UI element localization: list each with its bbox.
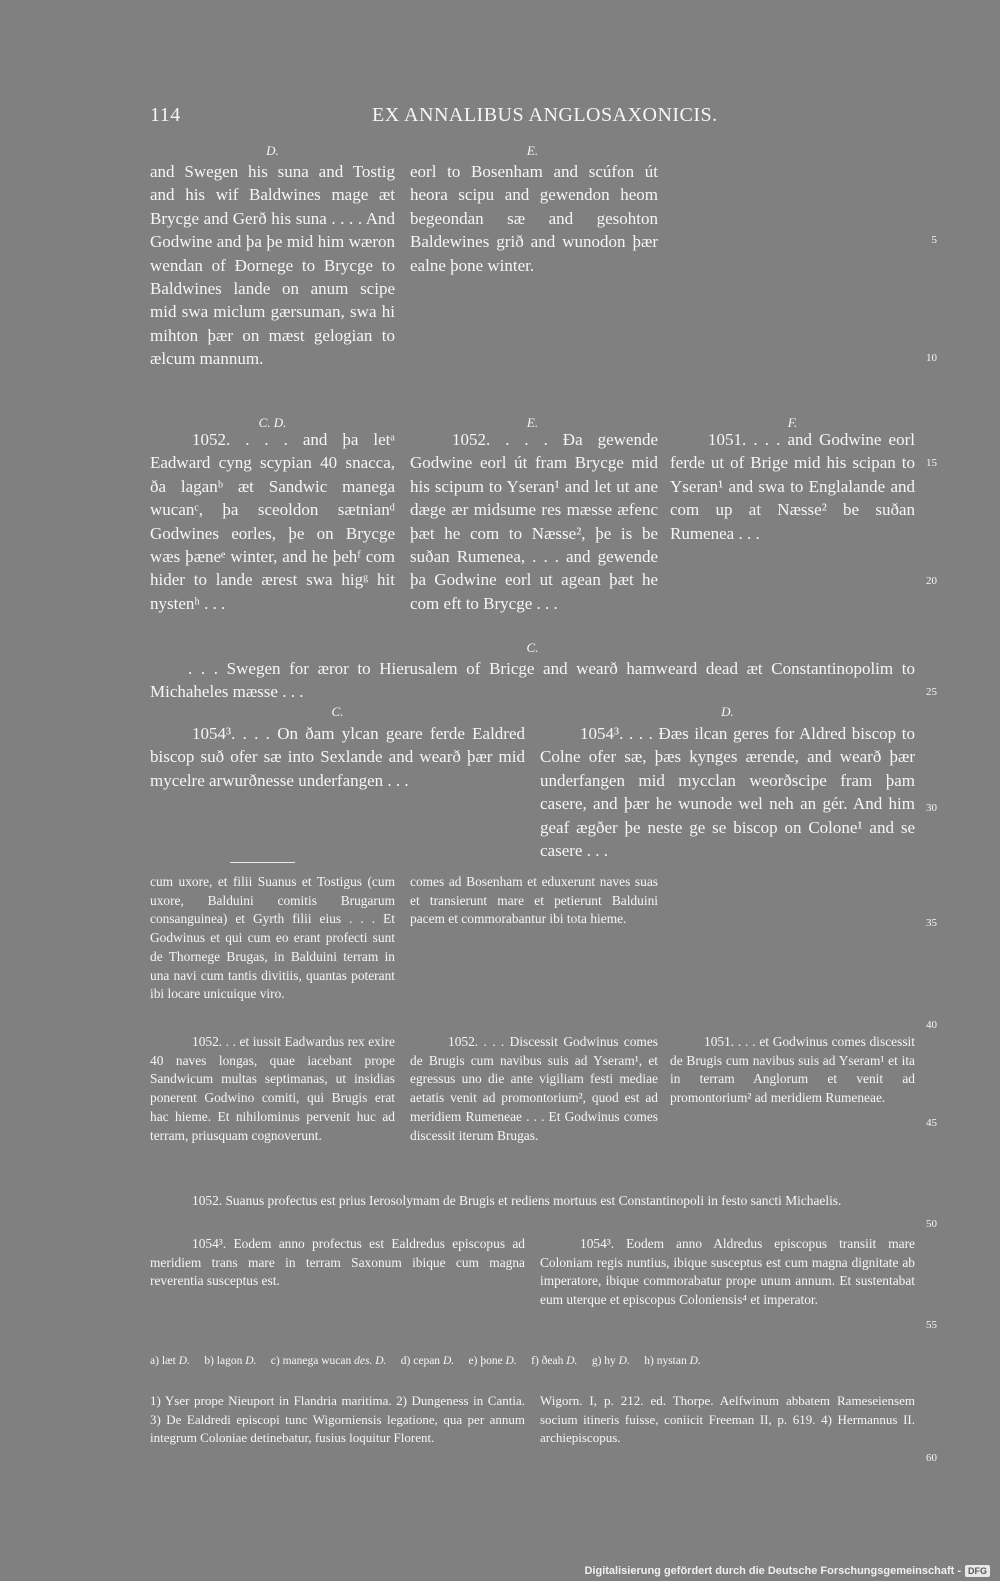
siglum-f: F. xyxy=(787,415,798,430)
page-number: 114 xyxy=(150,104,181,126)
latin-block-left: cum uxore, et filii Suanus et Tostigus (cum uxore, Balduini comitis Brugarum consanguinea) et Gyrth filii eius . . . Et Godwinus et qui cum eo erant profecti sunt de Thornege Brugas, in Balduini terram in una navi cum tantis divitiis, quantas poterant ibi locare unicuique viro. xyxy=(150,874,395,1002)
variant-note: b) lagon D. xyxy=(204,1355,257,1367)
latin-block-1051-right: 1051. . . . et Godwinus comes discessit de Brugis cum navibus suis ad Yseram¹ et ita in terram Anglorum et venit ad promontorium² ad meridiem Rumeneae. xyxy=(670,1034,915,1106)
credit-text: Digitalisierung gefördert durch die Deutsche Forschungsgemeinschaft - xyxy=(584,1565,961,1577)
footnotes-left: 1) Yser prope Nieuport in Flandria maritima. 2) Dungeness in Cantia. 3) De Ealdredi episcopi tunc Wigorniensis legatione, qua per annum integrum Coloniae detinebatur, fusius loquitur Florent. xyxy=(150,1393,525,1446)
text-block-d-1054: 1054³. . . . Ðæs ilcan geres for Aldred biscop to Colne ofer sæ, þæs kynges ærende, and wearð þær underfangen mid mycclan weorðscipe fram þam casere, and þær he wunode wel neh an gér. And him geaf ægðer þe neste ge se biscop on Colone¹ and se casere . . . xyxy=(540,724,915,861)
text-block-e: eorl to Bosenham and scúfon út heora scipu and gewendon heom begeondan sæ and gesohton Baldewines grið and wunodon þær ealne þone winter. xyxy=(410,162,658,275)
text-block-d: and Swegen his suna and Tostig and his wif Baldwines mage æt Brycge and Gerð his suna . . . . And Godwine and þa þe mid him wæron wendan of Ðornege to Brycge to Baldwines lande on anum scipe mid swa miclum gærsuman, swa hi mihton þær on mæst gelogian to ælcum mannum. xyxy=(150,162,395,369)
siglum-d: D. xyxy=(266,143,279,158)
text-block-c-swegen: . . . Swegen for æror to Hierusalem of Bricge and wearð hamweard dead æt Constantinopolim to Michaheles mæsse . . . xyxy=(150,659,915,702)
siglum-cd: C. D. xyxy=(258,415,287,430)
latin-block-1052-mid: 1052. . . . Discessit Godwinus comes de Brugis cum navibus suis ad Yseram¹, et egressus uno die ante vigiliam festi mediae aetatis venit ad promontorium², quod est ad meridiem Rumeneae . . . Et Godwinus comes discessit iterum Brugas. xyxy=(410,1034,658,1143)
siglum-c: C. xyxy=(526,640,539,655)
variant-note: h) nystan D. xyxy=(644,1355,701,1367)
dfg-logo: DFG xyxy=(965,1565,990,1577)
line-number: 20 xyxy=(926,575,937,587)
line-number: 55 xyxy=(926,1319,937,1331)
line-number: 5 xyxy=(931,234,937,246)
variant-note: d) cepan D. xyxy=(400,1355,455,1367)
siglum-c: C. xyxy=(331,704,344,719)
variant-note: g) hy D. xyxy=(591,1355,630,1367)
separator-rule xyxy=(230,862,295,863)
line-number: 15 xyxy=(926,457,937,469)
variant-note: e) þone D. xyxy=(468,1355,517,1367)
footnotes-right: Wigorn. I, p. 212. ed. Thorpe. Aelfwinum abbatem Rameseiensem socium itineris fuisse, coniicit Freeman II, p. 619. 4) Hermannus II. archiepiscopus. xyxy=(540,1393,915,1446)
running-title: EX ANNALIBUS ANGLOSAXONICIS. xyxy=(372,104,718,126)
line-number: 45 xyxy=(926,1117,937,1129)
text-block-cd-1052: 1052. . . . and þa letᵃ Eadward cyng scypian 40 snacca, ða laganᵇ æt Sandwic manega wucanᶜ, þa sceoldon sætnianᵈ Godwines eorles, þe on Brycge wæs þæneᵉ winter, and he þehᶠ com hider to lande ærest swa higᵍ hit nystenʰ . . . xyxy=(150,430,395,613)
siglum-d: D. xyxy=(721,704,734,719)
line-number: 50 xyxy=(926,1218,937,1230)
digitization-credit xyxy=(584,1565,990,1577)
variant-note: c) manega wucan des. D. xyxy=(270,1355,387,1367)
latin-block-1054-right: 1054³. Eodem anno Aldredus episcopus transiit mare Coloniam regis nuntius, ibique susceptus est cum magna dignitate ab imperatore, ibique commorabatur prope unum annum. Et sustentabat eum uterque et episcopus Coloniensis⁴ et imperator. xyxy=(540,1236,915,1308)
variant-apparatus xyxy=(150,1355,701,1367)
latin-block-1052-left: 1052. . . et iussit Eadwardus rex exire 40 naves longas, quae iacebant prope Sandwicum multas septimanas, ut insidias ponerent Godwino comiti, qui Brugis erat hac hieme. Et nihilominus pervenit huc ad terram, priusquam cognoverunt. xyxy=(150,1034,395,1143)
variant-note: a) læt D. xyxy=(150,1355,190,1367)
latin-block-1054-left: 1054³. Eodem anno profectus est Ealdredus episcopus ad meridiem trans mare in terram Saxonum ibique cum magna reverentia susceptus est. xyxy=(150,1236,525,1289)
latin-block-suanus: 1052. Suanus profectus est prius Ierosolymam de Brugis et rediens mortuus est Constantinopoli in festo sancti Michaelis. xyxy=(192,1193,842,1208)
line-number: 35 xyxy=(926,917,937,929)
text-block-e-1052: 1052. . . . Ða gewende Godwine eorl út fram Brycge mid his scipum to Yseran¹ and let ut ane dæge ær midsume res mæsse æfenc þæt he com to Næsse², þe is be suðan Rumenea, . . . and gewende þa Godwine eorl ut agean þæt he com eft to Brycge . . . xyxy=(410,430,658,613)
line-number: 40 xyxy=(926,1019,937,1031)
line-number: 30 xyxy=(926,802,937,814)
siglum-e: E. xyxy=(526,143,539,158)
latin-block-right: comes ad Bosenham et eduxerunt naves suas et transierunt mare et petierunt Balduini pacem et commorabantur ibi tota hieme. xyxy=(410,874,658,927)
text-block-c-1054: 1054³. . . . On ðam ylcan geare ferde Ealdred biscop suð ofer sæ into Sexlande and wearð þær mid mycelre arwurðnesse underfangen . . . xyxy=(150,724,525,790)
text-block-f-1051: 1051. . . . and Godwine eorl ferde ut of Brige mid his scipan to Yseran¹ and swa to Englalande and com up at Næsse² be suðan Rumenea . . . xyxy=(670,430,915,543)
line-number: 10 xyxy=(926,352,937,364)
siglum-e: E. xyxy=(526,415,539,430)
line-number: 60 xyxy=(926,1452,937,1464)
line-number: 25 xyxy=(926,686,937,698)
variant-note: f) ðeah D. xyxy=(531,1355,578,1367)
